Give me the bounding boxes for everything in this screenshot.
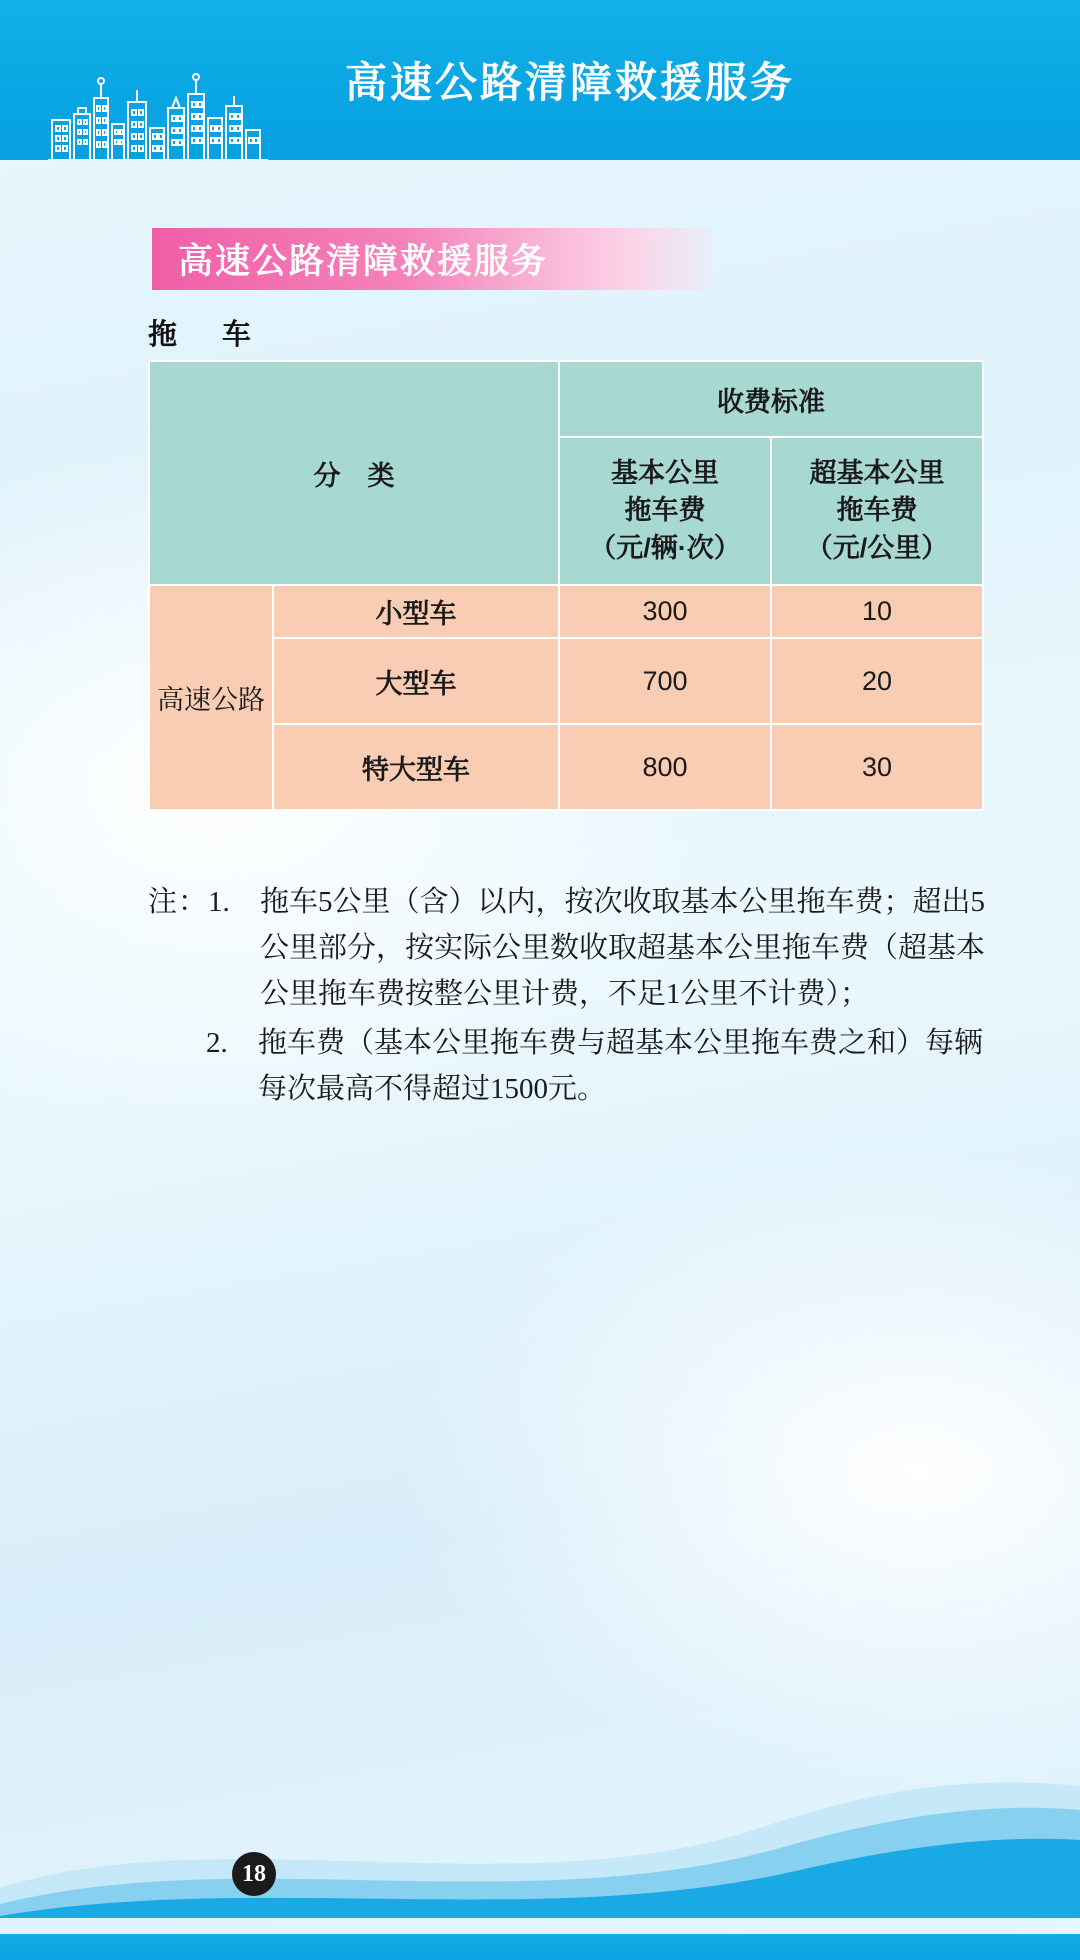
header-basic-fee-line2: 拖车费 (624, 495, 706, 526)
footer-band (0, 1934, 1080, 1960)
header-standard-group: 收费标准 (717, 386, 825, 417)
note-text: 拖车费（基本公里拖车费与超基本公里拖车费之和）每辆每次最高不得超过1500元。 (258, 1027, 984, 1106)
table-row (149, 724, 983, 810)
cell-vehicle-type: 小型车 (273, 585, 559, 638)
wave-decoration (0, 1658, 1080, 1918)
cell-extra-fee: 10 (771, 585, 983, 638)
note-item (148, 1021, 988, 1113)
notes-label: 注： (148, 886, 209, 918)
table-header-row-1 (149, 361, 983, 437)
cell-extra-fee: 30 (771, 724, 983, 810)
note-text: 拖车5公里（含）以内，按次收取基本公里拖车费；超出5公里部分，按实际公里数收取超基本公里拖车费（超基本公里拖车费按整公里计费，不足1公里不计费）； (260, 886, 986, 1010)
header-basic-fee-line1: 基本公里 (611, 458, 719, 489)
section-heading-text: 高速公路清障救援服务 (178, 242, 549, 281)
fee-table-wrapper (148, 360, 982, 811)
header-title: 高速公路清障救援服务 (344, 59, 795, 106)
cell-vehicle-type: 大型车 (273, 638, 559, 724)
header-extra-fee-line3: （元/公里） (805, 532, 949, 563)
header-basic-fee-line3: （元/辆·次） (589, 532, 741, 563)
cell-basic-fee: 700 (559, 638, 771, 724)
cell-basic-fee: 800 (559, 724, 771, 810)
cell-basic-fee: 300 (559, 585, 771, 638)
row-group-label: 高速公路 (157, 685, 265, 715)
note-number: 1. (208, 886, 230, 918)
cell-vehicle-type: 特大型车 (273, 724, 559, 810)
towing-fee-table (148, 360, 984, 811)
table-row (149, 585, 983, 638)
cell-extra-fee: 20 (771, 638, 983, 724)
page-header (0, 0, 1080, 160)
table-row (149, 638, 983, 724)
note-number: 2. (206, 1027, 228, 1060)
subsection-title: 拖 车 (148, 319, 260, 351)
section-heading-banner (152, 228, 712, 290)
notes-block (148, 880, 988, 1113)
header-extra-fee-line1: 超基本公里 (809, 458, 945, 489)
header-classification: 分 类 (313, 460, 395, 491)
note-item (148, 880, 988, 1017)
header-extra-fee-line2: 拖车费 (836, 495, 918, 526)
page-number-badge: 18 (232, 1852, 276, 1896)
